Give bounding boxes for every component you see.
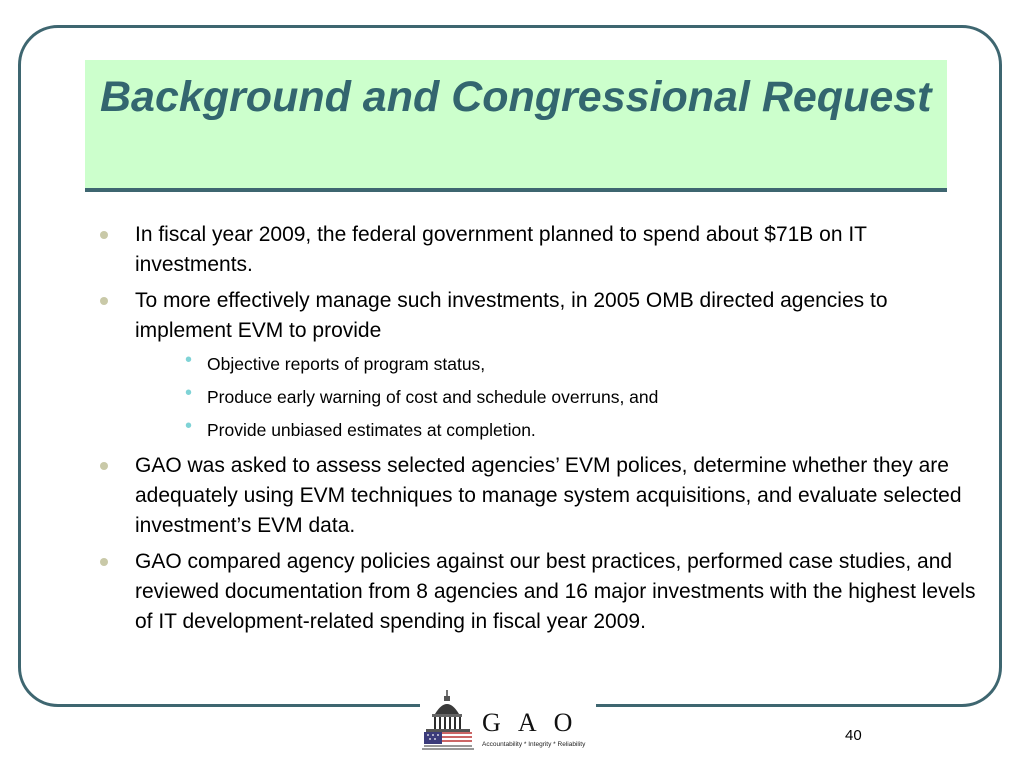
bullet-list — [100, 220, 980, 643]
sub-bullet-dot-icon: • — [185, 415, 193, 437]
capitol-dome-icon — [420, 688, 596, 753]
bullet-dot-icon — [100, 558, 108, 566]
sub-bullet-text: Produce early warning of cost and schedule overruns, and — [207, 387, 659, 407]
sub-bullet-item — [185, 415, 980, 443]
sub-bullet-text: Objective reports of program status, — [207, 354, 486, 374]
title-underline — [85, 188, 947, 192]
bullet-item — [100, 286, 980, 346]
bullet-text: GAO compared agency policies against our best practices, performed case studies, and reviewed documentation from 8 agencies and 16 major investments with the highest levels of IT development-related spending in fiscal year 2009. — [135, 550, 976, 633]
gao-tagline: Accountability * Integrity * Reliability — [482, 741, 586, 748]
bullet-text: GAO was asked to assess selected agencies’ EVM polices, determine whether they are adequately using EVM techniques to manage system acquisitions, and evaluate selected investment’s EVM data. — [135, 454, 962, 537]
bullet-dot-icon — [100, 462, 108, 470]
bullet-text: To more effectively manage such investments, in 2005 OMB directed agencies to implement EVM to provide — [135, 289, 888, 342]
gao-letters: G A O — [482, 708, 579, 737]
bullet-item — [100, 451, 980, 541]
sub-bullet-item — [185, 349, 980, 377]
bullet-text: In fiscal year 2009, the federal government planned to spend about $71B on IT investments. — [135, 223, 867, 276]
page-number: 40 — [845, 727, 862, 744]
slide-title: Background and Congressional Request — [100, 73, 932, 121]
sub-bullet-item — [185, 382, 980, 410]
bullet-dot-icon — [100, 231, 108, 239]
sub-bullet-dot-icon: • — [185, 349, 193, 371]
bullet-item — [100, 547, 980, 637]
sub-bullet-text: Provide unbiased estimates at completion. — [207, 420, 536, 440]
gao-logo — [420, 688, 596, 753]
sub-bullet-dot-icon: • — [185, 382, 193, 404]
bullet-dot-icon — [100, 297, 108, 305]
bullet-item — [100, 220, 980, 280]
